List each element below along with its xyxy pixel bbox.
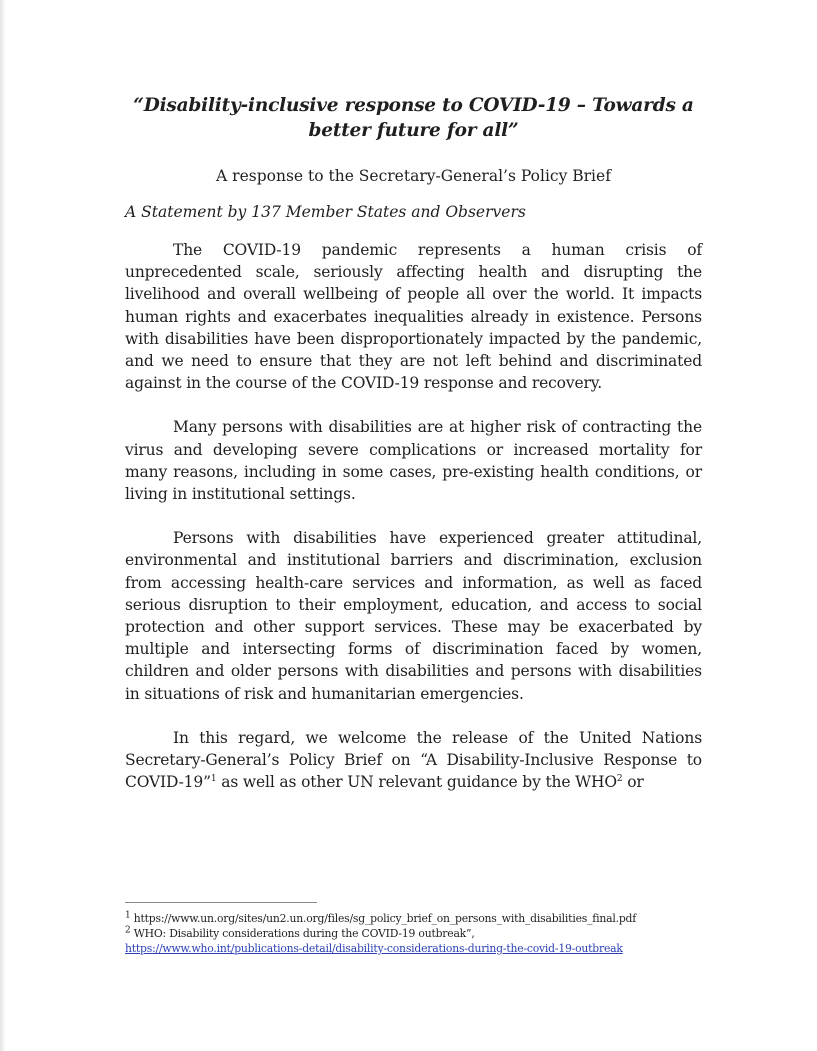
page-edge-shadow bbox=[0, 0, 6, 1051]
footnote-1 bbox=[125, 911, 725, 926]
statement-line: A Statement by 137 Member States and Observers bbox=[125, 203, 526, 221]
document-subtitle: A response to the Secretary-General’s Policy Brief bbox=[216, 167, 611, 185]
footnote-ref-1: 1 bbox=[210, 774, 217, 785]
paragraph-4-text-c: or bbox=[622, 773, 644, 792]
footnotes bbox=[125, 911, 725, 956]
paragraph-4-text-b: as well as other UN relevant guidance by the WHO bbox=[216, 773, 617, 792]
paragraph-4 bbox=[125, 727, 702, 794]
document-title: “Disability-inclusive response to COVID-19 – Towards a better future for all” bbox=[133, 95, 694, 141]
footnote-2-link-line bbox=[125, 941, 725, 956]
footnote-2-link[interactable]: https://www.who.int/publications-detail/disability-considerations-during-the-covid-19-outbreak bbox=[125, 942, 623, 955]
document-page bbox=[125, 93, 702, 815]
footnote-2 bbox=[125, 926, 725, 941]
footnote-2-number: 2 bbox=[125, 925, 131, 936]
footnote-separator bbox=[125, 902, 317, 903]
paragraph-4-text-a: In this regard, we welcome the release of the United Nations Secretary-General’s Policy Brief on “A Disability-Inclusive Response to COVID-19” bbox=[125, 728, 702, 792]
footnote-2-text: WHO: Disability considerations during the COVID-19 outbreak”, bbox=[130, 927, 475, 940]
paragraph-3: Persons with disabilities have experienced greater attitudinal, environmental and institutional barriers and discrimination, exclusion from accessing health-care services and information, as well as faced serious disruption to their employment, education, and access to social protection and other support services. These may be exacerbated by multiple and intersecting forms of discrimination faced by women, children and older persons with disabilities and persons with disabilities in situations of risk and humanitarian emergencies. bbox=[125, 529, 702, 703]
footnote-1-text: https://www.un.org/sites/un2.un.org/files/sg_policy_brief_on_persons_with_disabilities_final.pdf bbox=[130, 912, 637, 925]
paragraph-2: Many persons with disabilities are at higher risk of contracting the virus and developing severe complications or increased mortality for many reasons, including in some cases, pre-existing health conditions, or living in institutional settings. bbox=[125, 418, 702, 504]
paragraph-1: The COVID-19 pandemic represents a human crisis of unprecedented scale, seriously affecting health and disrupting the livelihood and overall wellbeing of people all over the world. It impacts human rights and exacerbates inequalities already in existence. Persons with disabilities have been disproportionately impacted by the pandemic, and we need to ensure that they are not left behind and discriminated against in the course of the COVID-19 response and recovery. bbox=[125, 241, 702, 393]
footnote-1-number: 1 bbox=[125, 910, 131, 921]
footnote-ref-2: 2 bbox=[616, 774, 623, 785]
